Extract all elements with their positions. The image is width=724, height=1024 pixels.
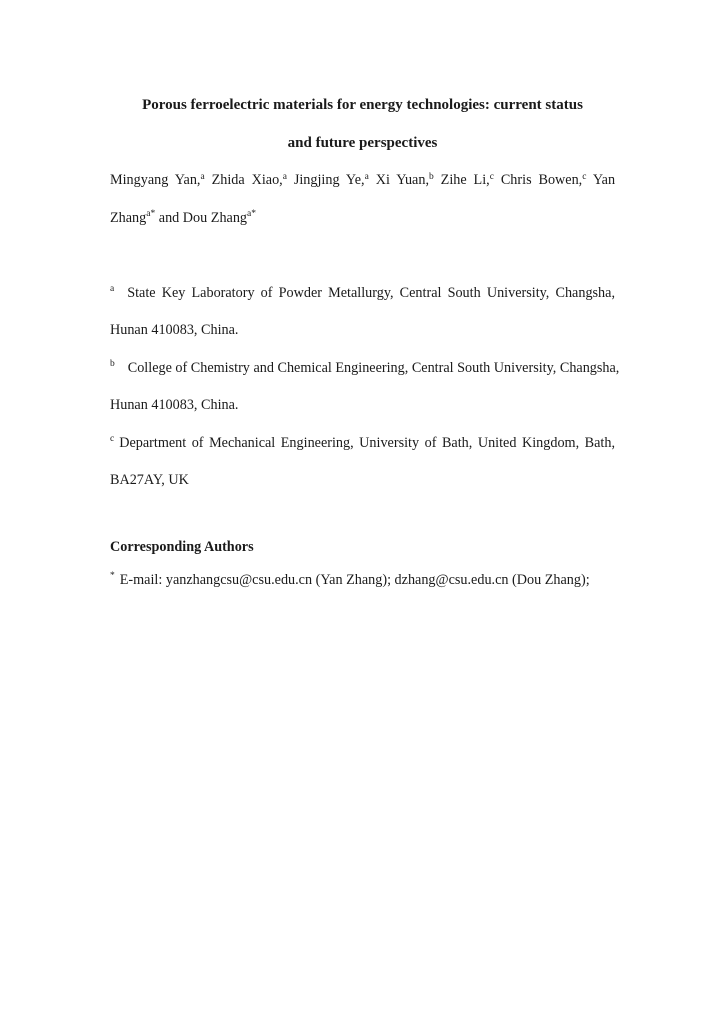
affiliation-c-line-2: BA27AY, UK: [110, 472, 189, 488]
corresponding-email-text: E-mail: yanzhangcsu@csu.edu.cn (Yan Zhang); dzhang@csu.edu.cn (Dou Zhang);: [119, 571, 590, 588]
author-affiliation-marker: b: [429, 171, 434, 182]
author-name: Mingyang Yan,: [110, 172, 201, 188]
affiliation-text: State Key Laboratory of Powder Metallurgy, Central South University, Changsha,: [127, 284, 615, 301]
author-name: Chris Bowen,: [500, 172, 583, 188]
affiliation-a-line-1: [110, 275, 615, 313]
paper-title-line-2: and future perspectives: [287, 134, 438, 151]
author-affiliation-marker: c: [489, 171, 494, 182]
authors-line-1: [110, 162, 615, 200]
author-affiliation-marker: a: [200, 171, 205, 182]
author-name: Zhang: [110, 209, 147, 226]
author-name: Zhida Xiao,: [211, 172, 283, 188]
author-affiliation-marker: c: [582, 171, 587, 182]
author-affiliation-marker: a*: [247, 209, 256, 219]
author-affiliation-marker: a*: [146, 209, 156, 219]
affiliation-marker: c: [110, 434, 115, 444]
blank-line: [110, 237, 615, 275]
affiliation-text: Department of Mechanical Engineering, University of Bath, United Kingdom, Bath,: [119, 434, 615, 451]
paper-title-line-1: Porous ferroelectric materials for energy technologies: current status: [142, 97, 583, 113]
affiliation-marker: a: [110, 284, 115, 294]
author-name: and Dou Zhang: [158, 209, 248, 226]
blank-line: [110, 500, 615, 531]
manuscript-content: [110, 87, 620, 597]
author-name: Xi Yuan,: [375, 172, 429, 188]
authors-line-2: [110, 200, 615, 238]
author-name: Jingjing Ye,: [293, 172, 365, 188]
author-affiliation-marker: a: [364, 171, 369, 182]
affiliation-b-line-2: Hunan 410083, China.: [110, 397, 239, 413]
corresponding-email-line: [110, 564, 615, 597]
affiliation-c-line-1: [110, 425, 615, 463]
affiliation-marker: b: [110, 359, 115, 369]
affiliation-a-line-2: Hunan 410083, China.: [110, 322, 239, 338]
corresponding-authors-heading: Corresponding Authors: [110, 538, 254, 555]
affiliation-b-line-1: [110, 350, 620, 388]
author-affiliation-marker: a: [282, 171, 287, 182]
affiliation-text: College of Chemistry and Chemical Engineering, Central South University, Changsha,: [127, 359, 620, 376]
author-name: Zihe Li,: [440, 172, 490, 188]
corresponding-marker: *: [110, 571, 115, 581]
author-name: Yan: [592, 172, 616, 188]
